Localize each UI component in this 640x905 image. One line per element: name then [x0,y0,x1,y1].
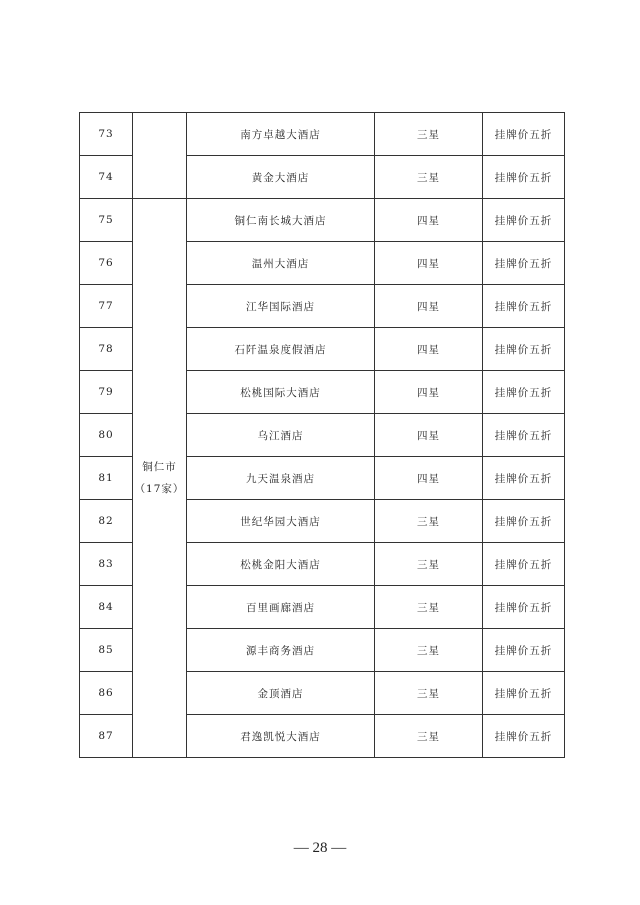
row-number-cell: 83 [80,543,133,586]
row-number-cell: 75 [80,199,133,242]
discount-cell: 挂牌价五折 [483,414,565,457]
hotel-table [79,112,565,758]
row-number-cell: 76 [80,242,133,285]
hotel-name-cell: 九天温泉酒店 [187,457,375,500]
row-number-cell: 86 [80,672,133,715]
discount-cell: 挂牌价五折 [483,199,565,242]
star-rating-cell: 三星 [375,586,483,629]
hotel-name-cell: 松桃国际大酒店 [187,371,375,414]
row-number-cell: 77 [80,285,133,328]
hotel-name-cell: 南方卓越大酒店 [187,113,375,156]
hotel-name-cell: 黄金大酒店 [187,156,375,199]
row-number-cell: 81 [80,457,133,500]
star-rating-cell: 三星 [375,629,483,672]
discount-cell: 挂牌价五折 [483,371,565,414]
row-number-cell: 87 [80,715,133,758]
row-number-cell: 74 [80,156,133,199]
page-number: — 28 — [293,840,347,856]
discount-cell: 挂牌价五折 [483,285,565,328]
star-rating-cell: 四星 [375,457,483,500]
city-hotel-count: （17家） [134,483,185,495]
discount-cell: 挂牌价五折 [483,242,565,285]
city-name: 铜仁市 [142,461,177,473]
row-number-cell: 85 [80,629,133,672]
row-number-cell: 79 [80,371,133,414]
hotel-name-cell: 世纪华园大酒店 [187,500,375,543]
city-group-cell [133,199,187,758]
table-body [80,113,565,758]
hotel-name-cell: 君逸凯悦大酒店 [187,715,375,758]
hotel-name-cell: 温州大酒店 [187,242,375,285]
star-rating-cell: 四星 [375,328,483,371]
hotel-name-cell: 源丰商务酒店 [187,629,375,672]
discount-cell: 挂牌价五折 [483,113,565,156]
row-number-cell: 73 [80,113,133,156]
hotel-name-cell: 石阡温泉度假酒店 [187,328,375,371]
discount-cell: 挂牌价五折 [483,328,565,371]
star-rating-cell: 四星 [375,371,483,414]
star-rating-cell: 四星 [375,199,483,242]
hotel-name-cell: 松桃金阳大酒店 [187,543,375,586]
hotel-name-cell: 百里画廊酒店 [187,586,375,629]
row-number-cell: 82 [80,500,133,543]
star-rating-cell: 四星 [375,242,483,285]
hotel-name-cell: 乌江酒店 [187,414,375,457]
discount-cell: 挂牌价五折 [483,586,565,629]
discount-cell: 挂牌价五折 [483,457,565,500]
hotel-name-cell: 铜仁南长城大酒店 [187,199,375,242]
star-rating-cell: 四星 [375,414,483,457]
discount-cell: 挂牌价五折 [483,500,565,543]
star-rating-cell: 三星 [375,156,483,199]
star-rating-cell: 四星 [375,285,483,328]
discount-cell: 挂牌价五折 [483,543,565,586]
row-number-cell: 80 [80,414,133,457]
table-row [80,199,565,242]
hotel-name-cell: 金顶酒店 [187,672,375,715]
discount-cell: 挂牌价五折 [483,629,565,672]
discount-cell: 挂牌价五折 [483,156,565,199]
discount-cell: 挂牌价五折 [483,672,565,715]
discount-cell: 挂牌价五折 [483,715,565,758]
star-rating-cell: 三星 [375,500,483,543]
table-row [80,113,565,156]
star-rating-cell: 三星 [375,715,483,758]
star-rating-cell: 三星 [375,113,483,156]
row-number-cell: 84 [80,586,133,629]
star-rating-cell: 三星 [375,672,483,715]
hotel-name-cell: 江华国际酒店 [187,285,375,328]
city-cell-empty [133,113,187,199]
row-number-cell: 78 [80,328,133,371]
star-rating-cell: 三星 [375,543,483,586]
